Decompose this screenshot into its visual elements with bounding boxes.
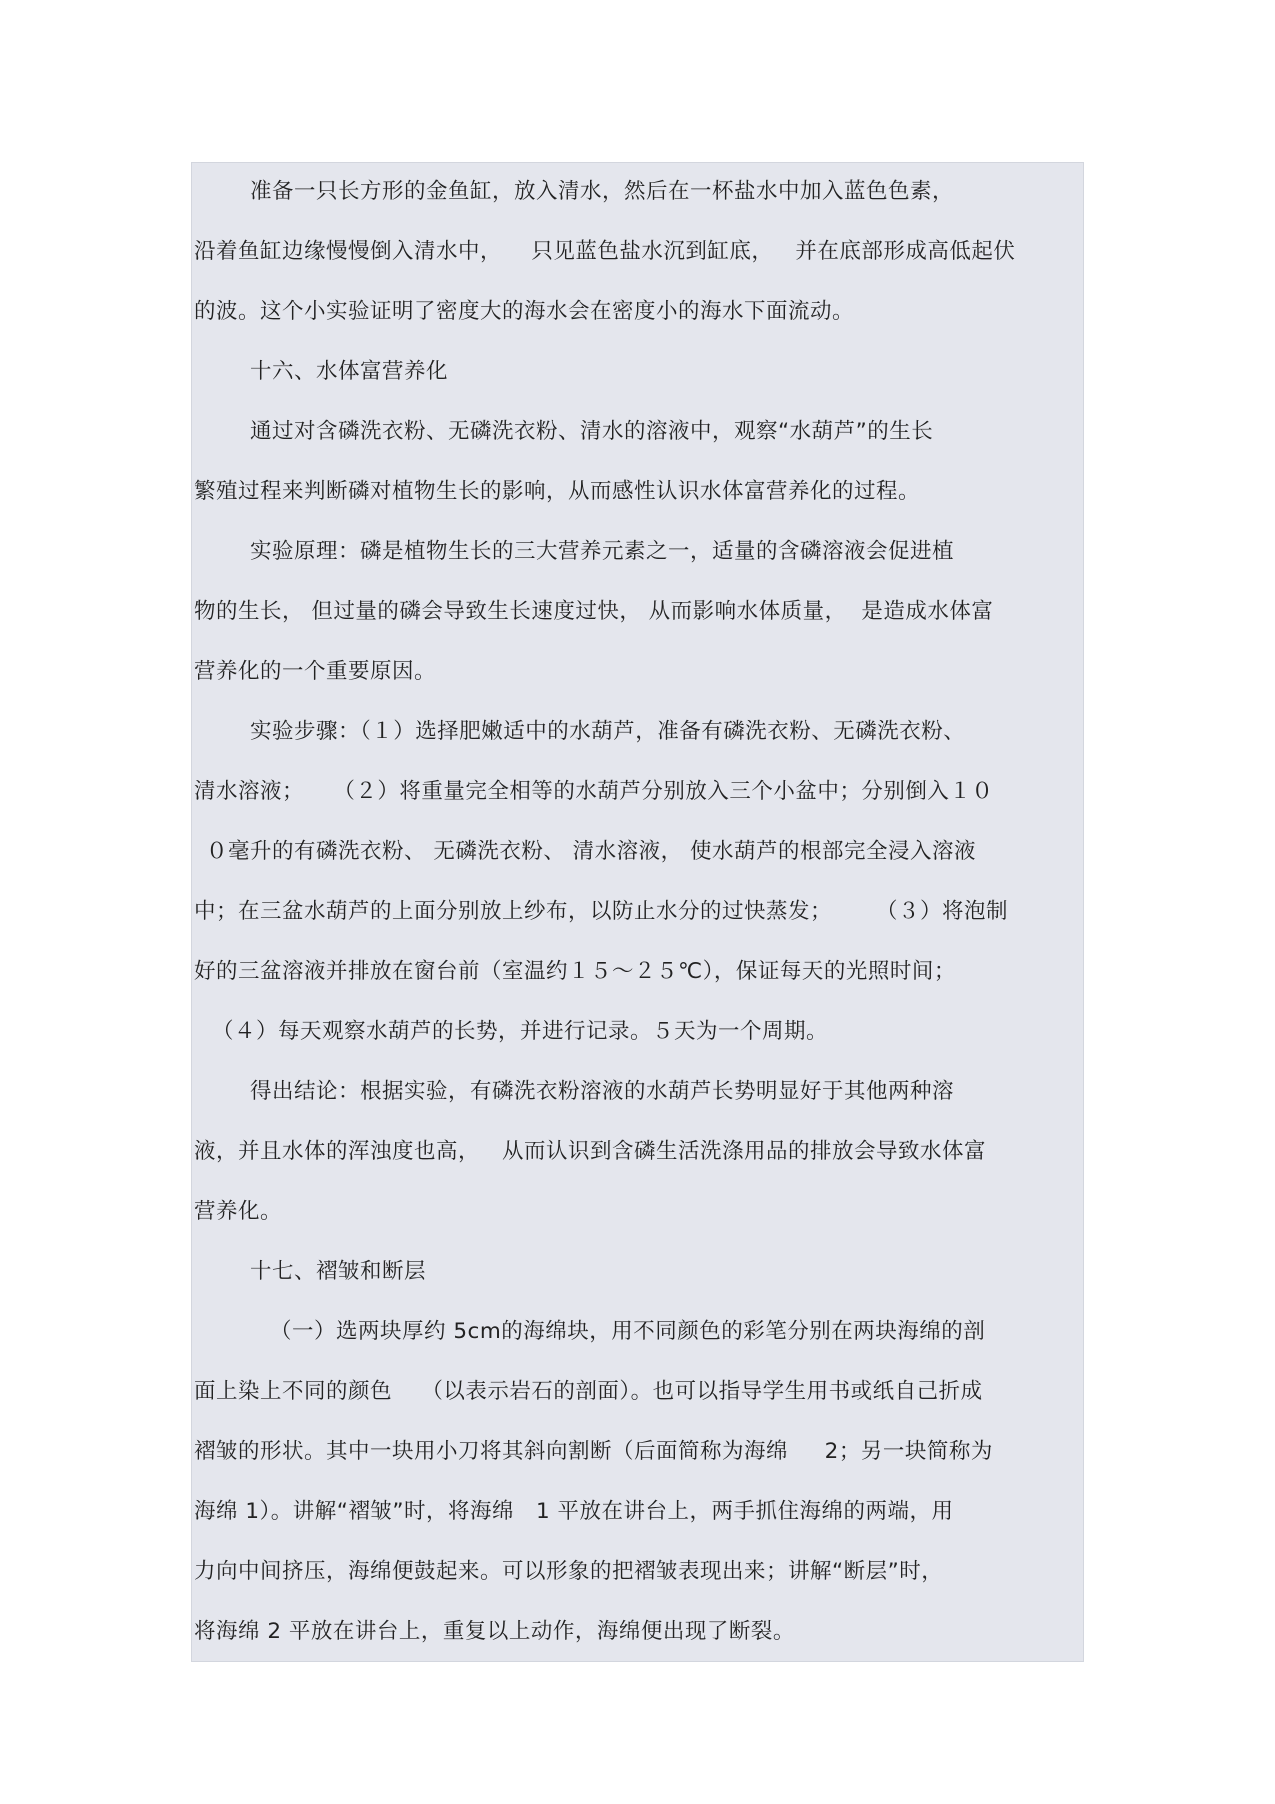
text-line: 的波。这个小实验证明了密度大的海水会在密度小的海水下面流动。	[194, 299, 855, 324]
text-line: 好的三盆溶液并排放在窗台前（室温约１５～２５℃），保证每天的光照时间；	[194, 959, 956, 984]
section-heading: 十七、褶皱和断层	[250, 1259, 427, 1284]
section-heading: 十六、水体富营养化	[250, 359, 449, 384]
text-line: 褶皱的形状。其中一块用小刀将其斜向割断（后面简称为海绵 2；另一块简称为	[194, 1439, 993, 1464]
text-line: 液，并且水体的浑浊度也高， 从而认识到含磷生活洗涤用品的排放会导致水体富	[194, 1139, 987, 1164]
text-line: 营养化的一个重要原因。	[194, 659, 437, 684]
text-line: 物的生长， 但过量的磷会导致生长速度过快， 从而影响水体质量， 是造成水体富	[194, 599, 994, 624]
text-line: 营养化。	[194, 1199, 283, 1224]
text-line: （４）每天观察水葫芦的长势，并进行记录。５天为一个周期。	[212, 1019, 829, 1044]
text-line: 通过对含磷洗衣粉、无磷洗衣粉、清水的溶液中，观察“水葫芦”的生长	[250, 419, 934, 444]
text-line: 清水溶液； （２）将重量完全相等的水葫芦分别放入三个小盆中；分别倒入１０	[194, 779, 994, 804]
text-line: 实验原理：磷是植物生长的三大营养元素之一，适量的含磷溶液会促进植	[250, 539, 955, 564]
text-line: 中；在三盆水葫芦的上面分别放上纱布，以防止水分的过快蒸发； （３）将泡制	[194, 899, 1009, 924]
text-line: 力向中间挤压，海绵便鼓起来。可以形象的把褶皱表现出来；讲解“断层”时，	[194, 1559, 944, 1584]
text-line: ０毫升的有磷洗衣粉、 无磷洗衣粉、 清水溶液， 使水葫芦的根部完全浸入溶液	[206, 839, 977, 864]
text-line: 海绵 1）。讲解“褶皱”时，将海绵 1 平放在讲台上，两手抓住海绵的两端，用	[194, 1499, 954, 1524]
text-line: 繁殖过程来判断磷对植物生长的影响，从而感性认识水体富营养化的过程。	[194, 479, 921, 504]
text-line: 得出结论：根据实验，有磷洗衣粉溶液的水葫芦长势明显好于其他两种溶	[250, 1079, 955, 1104]
text-line: 面上染上不同的颜色 （以表示岩石的剖面）。也可以指导学生用书或纸自己折成	[194, 1379, 983, 1404]
text-line: 沿着鱼缸边缘慢慢倒入清水中， 只见蓝色盐水沉到缸底， 并在底部形成高低起伏	[194, 239, 1016, 264]
text-line: （一）选两块厚约 5cm的海绵块，用不同颜色的彩笔分别在两块海绵的剖	[270, 1319, 986, 1344]
text-line: 准备一只长方形的金鱼缸，放入清水，然后在一杯盐水中加入蓝色色素，	[250, 179, 955, 204]
text-line: 实验步骤：（１）选择肥嫩适中的水葫芦，准备有磷洗衣粉、无磷洗衣粉、	[250, 719, 966, 744]
text-line: 将海绵 2 平放在讲台上，重复以上动作，海绵便出现了断裂。	[194, 1619, 795, 1644]
